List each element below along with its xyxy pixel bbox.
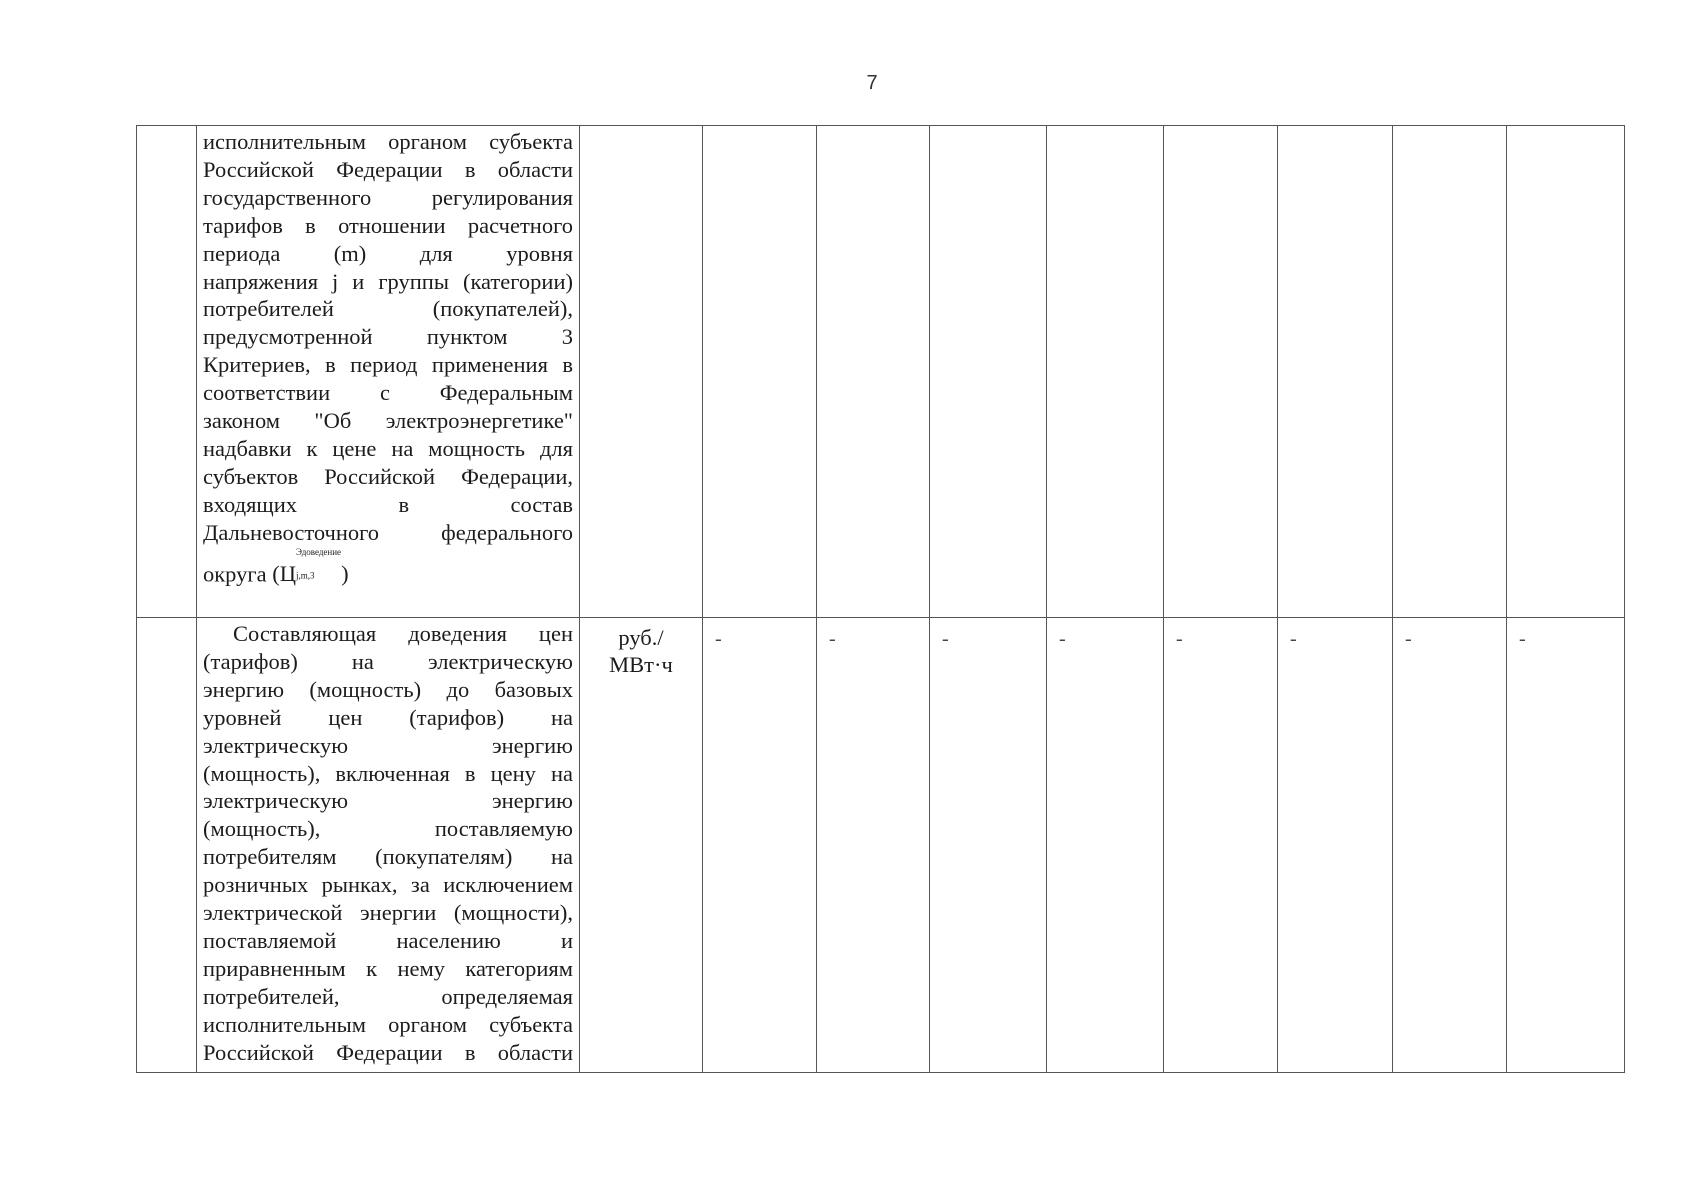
- text-line: розничных рынках, за исключением: [203, 872, 573, 898]
- text-fragment: округа: [203, 561, 267, 587]
- text-line: [203, 547, 573, 588]
- formula-symbol: (Ц: [272, 561, 296, 587]
- text-line: предусмотренной пунктом 3: [203, 324, 573, 350]
- text-line: субъектов Российской Федерации,: [203, 463, 573, 489]
- text-line: потребителям (покупателям) на: [203, 844, 573, 870]
- text-line: (мощность), включенная в цену на: [203, 760, 573, 786]
- text-line: потребителей, определяемая: [203, 983, 573, 1009]
- value-dash: -: [1405, 628, 1412, 650]
- text-line: Российской Федерации в области: [203, 1039, 573, 1065]
- value-cell: [817, 618, 930, 1073]
- value-cell: [703, 618, 817, 1073]
- value-cell: [1278, 618, 1393, 1073]
- text-line: потребителей (покупателей),: [203, 296, 573, 322]
- text-line: Составляющая доведения цен: [233, 621, 573, 646]
- value-cell: [1278, 126, 1393, 618]
- unit-cell: [580, 126, 703, 618]
- value-dash: -: [829, 628, 836, 650]
- table-row: [137, 618, 1625, 1073]
- text-line: электрической энергии (мощности),: [203, 900, 573, 926]
- text-line: (тарифов) на электрическую: [203, 648, 573, 674]
- text-line: исполнительным органом субъекта: [203, 1011, 573, 1037]
- description-cell: [197, 618, 580, 1073]
- text-line: надбавки к цене на мощность для: [203, 435, 573, 461]
- value-cell: [1047, 126, 1164, 618]
- value-cell: [930, 126, 1047, 618]
- text-line: периода (m) для уровня: [203, 240, 573, 266]
- value-cell: [1393, 618, 1507, 1073]
- formula-superscript: Эдоведение: [295, 546, 342, 557]
- text-line: Критериев, в период применения в: [203, 352, 573, 378]
- text-line: Российской Федерации в области: [203, 156, 573, 182]
- text-line: соответствии с Федеральным: [203, 380, 573, 406]
- unit-line: МВт·ч: [609, 652, 673, 677]
- tariff-table: [136, 125, 1625, 1073]
- text-line: энергию (мощность) до базовых: [203, 676, 573, 702]
- text-line: приравненным к нему категориям: [203, 955, 573, 981]
- value-cell: [1164, 126, 1278, 618]
- value-dash: -: [1176, 628, 1183, 650]
- unit-line: руб./: [618, 625, 664, 650]
- description-text: [197, 126, 579, 592]
- value-dash: -: [942, 628, 949, 650]
- row-number-cell: [137, 618, 197, 1073]
- formula-close: ): [341, 561, 349, 587]
- text-line: входящих в состав: [203, 491, 573, 517]
- formula-indices: [296, 547, 341, 581]
- text-line: (мощность), поставляемую: [203, 816, 573, 842]
- formula-subscript: j,m,3: [295, 570, 315, 581]
- text-line: электрическую энергию: [203, 732, 573, 758]
- text-line: уровней цен (тарифов) на: [203, 704, 573, 730]
- text-line: Дальневосточного федерального: [203, 519, 573, 545]
- text-line: государственного регулирования: [203, 184, 573, 210]
- value-cell: [1047, 618, 1164, 1073]
- text-line: законом "Об электроэнергетике": [203, 408, 573, 434]
- text-line: электрическую энергию: [203, 788, 573, 814]
- text-line: напряжения j и группы (категории): [203, 268, 573, 294]
- value-dash: -: [1519, 628, 1526, 650]
- unit-text: [580, 618, 702, 678]
- value-cell: [1507, 618, 1625, 1073]
- value-cell: [703, 126, 817, 618]
- value-cell: [1164, 618, 1278, 1073]
- value-cell: [1393, 126, 1507, 618]
- description-text: [197, 618, 579, 1071]
- value-cell: [930, 618, 1047, 1073]
- value-dash: -: [715, 628, 722, 650]
- text-line: поставляемой населению и: [203, 927, 573, 953]
- value-cell: [1507, 126, 1625, 618]
- table-row: [137, 126, 1625, 618]
- unit-cell: [580, 618, 703, 1073]
- value-cell: [817, 126, 930, 618]
- price-formula: [272, 546, 349, 587]
- value-dash: -: [1059, 628, 1066, 650]
- text-line: исполнительным органом субъекта: [203, 129, 573, 154]
- description-cell: [197, 126, 580, 618]
- text-line: тарифов в отношении расчетного: [203, 212, 573, 238]
- value-dash: -: [1290, 628, 1297, 650]
- page-number: 7: [866, 72, 878, 94]
- row-number-cell: [137, 126, 197, 618]
